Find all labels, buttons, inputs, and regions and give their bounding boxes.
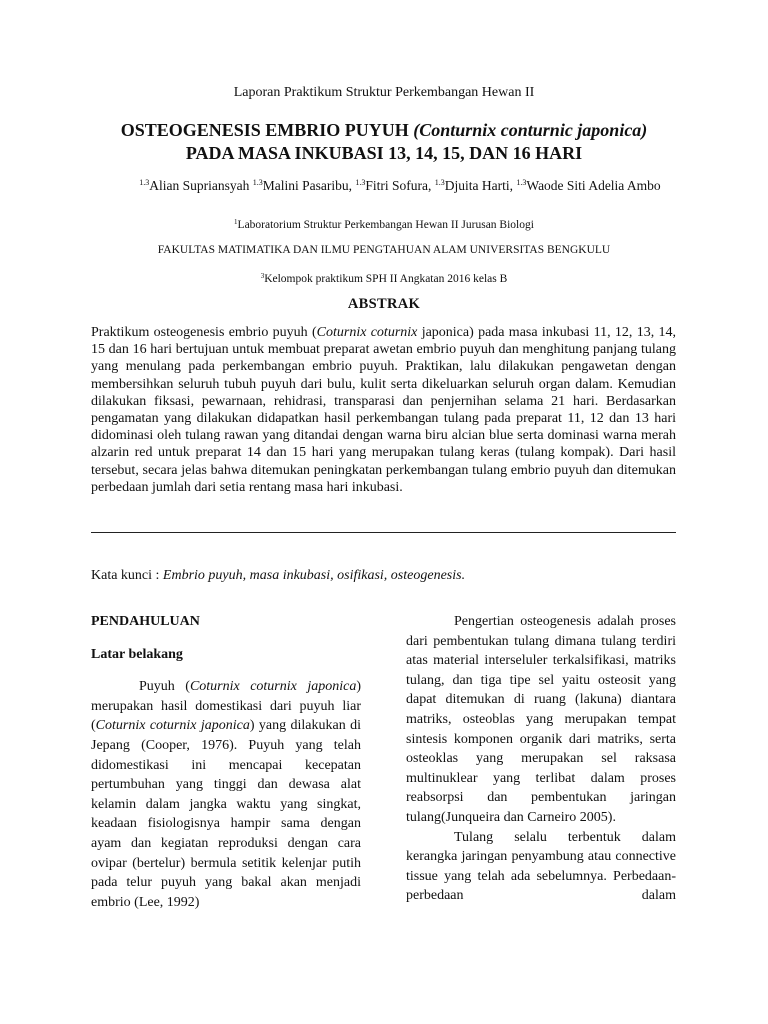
- title-species: (Conturnix conturnic japonica): [413, 120, 648, 140]
- author: $^{1.3}$Alian Supriansyah: [139, 178, 250, 193]
- title-line-1: [0, 119, 768, 142]
- affiliation-3: $^3$Kelompok praktikum SPH II Angkatan 2016 kelas B: [260, 272, 508, 285]
- report-header: Laporan Praktikum Struktur Perkembangan Hewan II: [233, 85, 535, 100]
- subsection-heading: Latar belakang: [91, 646, 183, 662]
- abstract-heading: ABSTRAK: [347, 296, 421, 312]
- author: $^{1.3}$Fitri Sofura,: [355, 178, 432, 193]
- author: $^{1.3}$Waode Siti Adelia Ambo: [516, 178, 661, 193]
- title-line-2: PADA MASA INKUBASI 13, 14, 15, DAN 16 HARI: [185, 143, 583, 163]
- title-main: OSTEOGENESIS EMBRIO PUYUH: [120, 120, 414, 140]
- affiliation-1: $^1$Laboratorium Struktur Perkembangan Hewan II Jurusan Biologi: [234, 218, 534, 231]
- keywords: [91, 568, 465, 584]
- author-list: [130, 174, 670, 194]
- keywords-label: Kata kunci :: [91, 568, 163, 583]
- author: $^{1.3}$Djuita Harti,: [434, 178, 514, 193]
- abstract-body: Praktikum osteogenesis embrio puyuh (Coturnix coturnix japonica) pada masa inkubasi 11, 12, 13, 14, 15 dan 16 hari bertujuan untuk membuat preparat awetan embrio puyuh dan menghitung panjang tulang yang menulang pada perkembangan embrio puyuh. Praktikan, lalu dilakukan pengawetan dengan membersihkan seluruh tubuh puyuh dari bulu, kulit serta dikeluarkan seluruh organ dalam. Kemudian dilakukan fiksasi, pewarnaan, rehidrasi, transparasi dan penjernihan selama 21 hari. Berdasarkan pengamatan yang dilakukan didapatkan hasil perkembangan tulang pada preparat 11, 12 dan 13 hari didominasi oleh tulang rawan yang ditandai dengan warna biru alcian blue serta dominasi warna merah alzarin red untuk preparat 14 dan 15 hari yang merupakan tulang keras (tulang kompak). Dari hasil tersebut, secara jelas bahwa ditemukan peningkatan perkembangan tulang embrio puyuh dan ditemukan perbedaan jumlah dari setia rentang masa hari inkubasi.: [91, 325, 677, 495]
- left-column: [91, 612, 361, 912]
- right-column: [406, 612, 676, 906]
- abstract-species: Coturnix coturnix: [316, 325, 418, 340]
- faculty-affiliation: FAKULTAS MATIMATIKA DAN ILMU PENGTAHUAN ALAM UNIVERSITAS BENGKULU: [157, 244, 611, 256]
- osteogenesis-paragraph: Pengertian osteogenesis adalah proses dari pembentukan tulang dimana tulang terdiri atas material interseluler terkalsifikasi, matriks tulang, dan tiga tipe sel yaitu osteosit yang dapat ditemukan di ruang (lakuna) diantara matriks, osteoblas yang merupakan tempat sintesis komponen organik dari matriks, serta osteoklas yang merupakan sel raksasa multinuklear yang terlibat dalam proses reabsorpsi dan pembentukan jaringan tulang(Junqueira dan Carneiro 2005).: [406, 614, 676, 825]
- bone-paragraph: Tulang selalu terbentuk dalam kerangka jaringan penyambung atau connective tissue yang telah ada sebelumnya. Perbedaan-perbedaan dalam: [406, 829, 676, 904]
- author: $^{1.3}$Malini Pasaribu,: [252, 178, 353, 193]
- keywords-terms: Embrio puyuh, masa inkubasi, osifikasi, osteogenesis.: [162, 568, 466, 583]
- intro-paragraph: Puyuh (Coturnix coturnix japonica) merupakan hasil domestikasi dari puyuh liar (Coturnix coturnix japonica) yang dilakukan di Jepang (Cooper, 1976). Puyuh yang telah didomestikasi ini mencapai kecepatan pertumbuhan yang tinggi dan dewasa alat kelamin dalam jangka waktu yang singkat, keadaan fisiologisnya hampir sama dengan ayam dan kegiatan reproduksi dengan cara ovipar (bertelur) bermula setitik kelenjar putih pada telur puyuh yang bakal akan menjadi embrio (Lee, 1992): [91, 679, 361, 910]
- section-divider: [91, 532, 676, 533]
- paper-title: [0, 119, 768, 165]
- section-heading: PENDAHULUAN: [91, 614, 200, 629]
